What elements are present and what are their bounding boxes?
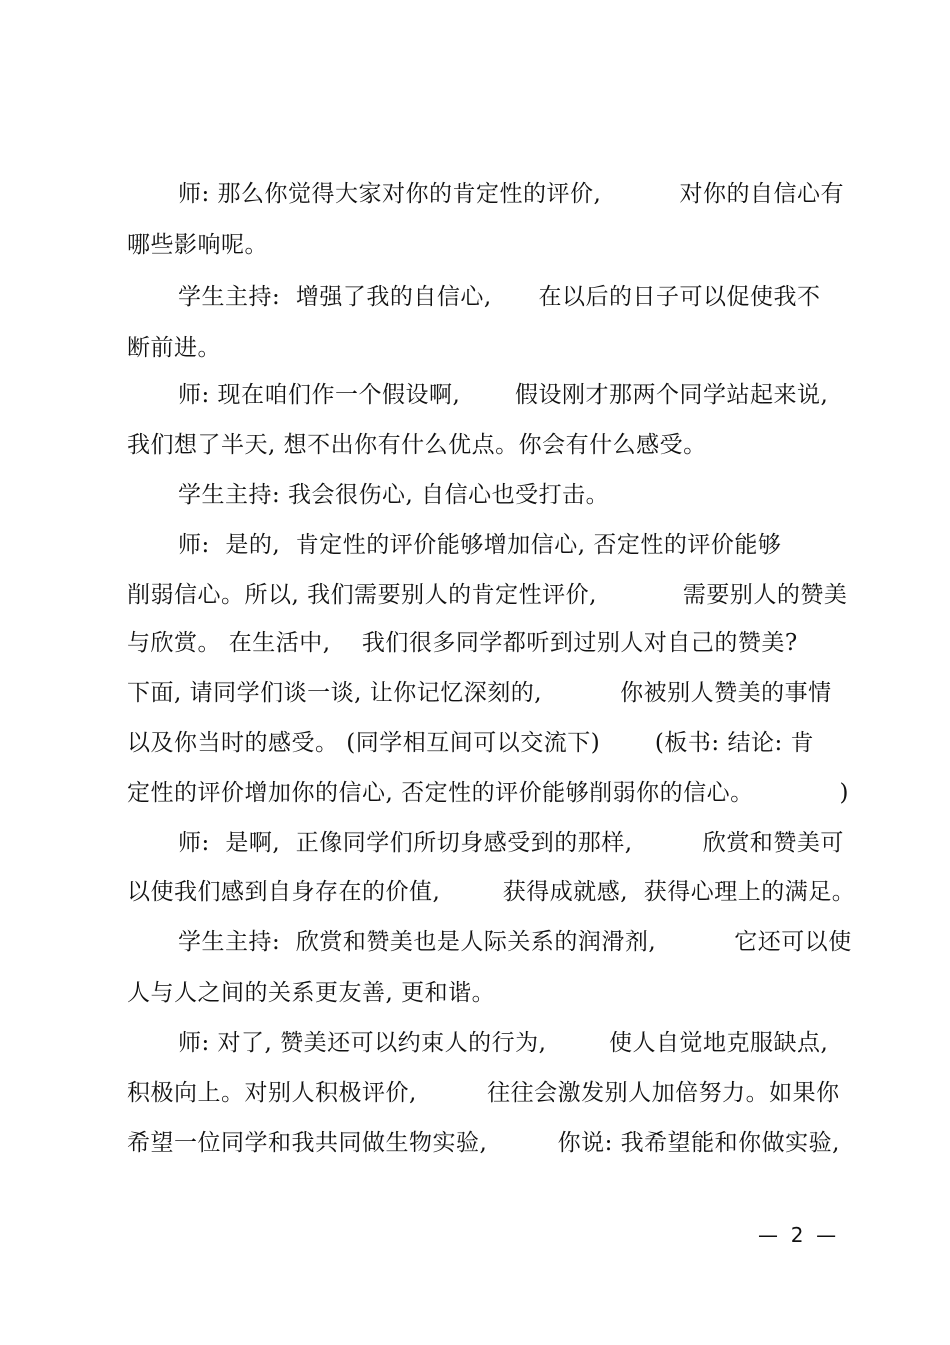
text-line: 以及你当时的感受。 (同学相互间可以交流下) (板书: 结论: 肯: [127, 730, 815, 756]
text-line: 断前进。: [127, 335, 221, 361]
text-line: 人与人之间的关系更友善, 更和谐。: [127, 980, 496, 1006]
text-line: 师: 现在咱们作一个假设啊, 假设刚才那两个同学站起来说,: [178, 382, 829, 408]
text-line: 学生主持: 我会很伤心, 自信心也受打击。: [178, 482, 610, 508]
text-line: 与欣赏。 在生活中, 我们很多同学都听到过别人对自己的赞美?: [127, 630, 798, 656]
text-line: 希望一位同学和我共同做生物实验, 你说: 我希望能和你做实验,: [127, 1130, 840, 1156]
text-line: 积极向上。对别人积极评价, 往往会激发别人加倍努力。如果你: [127, 1080, 840, 1106]
text-line: 下面, 请同学们谈一谈, 让你记忆深刻的, 你被别人赞美的事情: [127, 680, 832, 706]
text-line: 以使我们感到自身存在的价值, 获得成就感, 获得心理上的满足。: [127, 879, 856, 905]
text-line: 哪些影响呢。: [127, 232, 268, 258]
text-line: 师: 那么你觉得大家对你的肯定性的评价, 对你的自信心有: [178, 181, 844, 207]
text-line: 削弱信心。所以, 我们需要别人的肯定性评价, 需要别人的赞美: [127, 582, 848, 608]
text-line: 师: 对了, 赞美还可以约束人的行为, 使人自觉地克服缺点,: [178, 1030, 829, 1056]
text-line: 我们想了半天, 想不出你有什么优点。你会有什么感受。: [127, 432, 707, 458]
text-line: 学生主持: 增强了我的自信心, 在以后的日子可以促使我不: [178, 284, 821, 310]
text-line: 学生主持: 欣赏和赞美也是人际关系的润滑剂, 它还可以使: [178, 929, 852, 955]
text-line: 师: 是的, 肯定性的评价能够增加信心, 否定性的评价能够: [178, 532, 782, 558]
text-line: 定性的评价增加你的信心, 否定性的评价能够削弱你的信心。 ): [127, 780, 850, 806]
text-line: 师: 是啊, 正像同学们所切身感受到的那样, 欣赏和赞美可: [178, 830, 844, 856]
page-number: — 2 —: [758, 1223, 837, 1247]
